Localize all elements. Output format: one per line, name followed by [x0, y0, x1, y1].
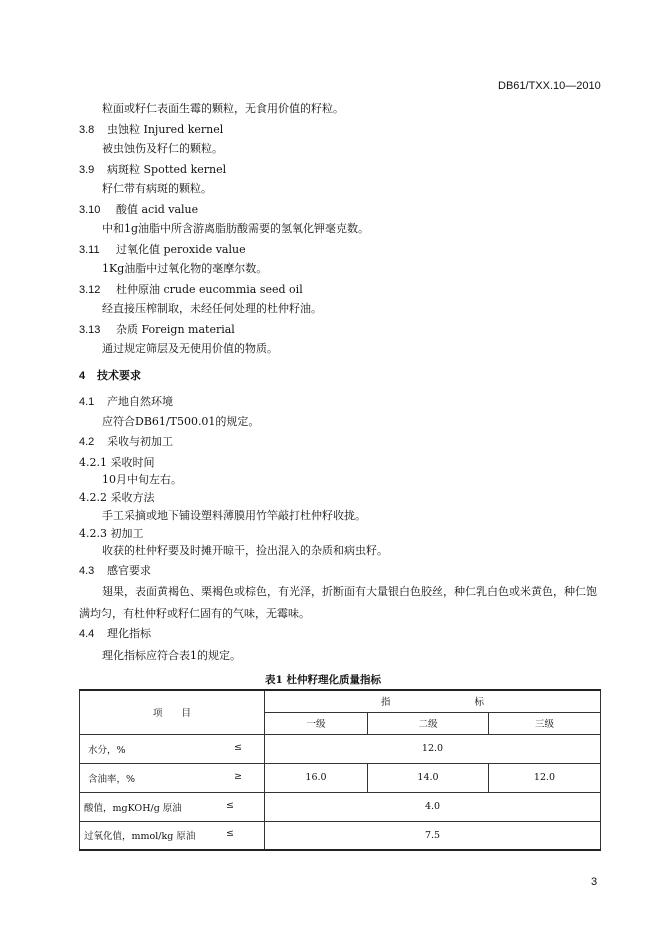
row-label: 含油率，%	[88, 773, 136, 785]
row-operator: ≥	[234, 770, 242, 782]
section-title: 过氧化值 peroxide value	[116, 243, 246, 256]
definition-text: 籽仁带有病斑的颗粒。	[102, 182, 212, 195]
table-header-item: 项 目	[80, 690, 265, 734]
section-title: 杂质 Foreign material	[116, 323, 235, 336]
page-number: 3	[591, 876, 598, 888]
table-row	[80, 821, 601, 850]
grade-1-header: 一级	[265, 712, 368, 734]
definition-text: 粒面或籽仁表面生霉的颗粒，无食用价值的籽粒。	[102, 102, 344, 115]
quality-spec-table	[79, 689, 601, 851]
chapter-title: 技术要求	[97, 369, 141, 382]
section-number: 3.10	[79, 204, 101, 216]
definition-text: 1Kg油脂中过氧化物的毫摩尔数。	[102, 262, 268, 275]
subsection-heading: 4.2.3 初加工	[79, 527, 144, 540]
row-operator: ≤	[234, 741, 242, 753]
row-operator: ≤	[226, 799, 234, 811]
grade-3-header: 三级	[489, 712, 601, 734]
chapter-number: 4	[79, 370, 86, 382]
grade-2-header: 二级	[368, 712, 489, 734]
section-title: 感官要求	[107, 564, 151, 577]
section-number: 4.4	[79, 628, 95, 640]
table-header-index-a: 指	[380, 697, 391, 709]
section-title: 杜仲原油 crude eucommia seed oil	[116, 283, 303, 296]
row-label: 酸值，mgKOH/g 原油	[84, 802, 182, 814]
row-value-grade-1: 16.0	[265, 763, 368, 792]
section-number: 4.2	[79, 436, 95, 448]
section-number: 4.3	[79, 565, 95, 577]
definition-text: 被虫蚀伤及籽仁的颗粒。	[102, 142, 223, 155]
section-title: 酸值 acid value	[116, 203, 199, 216]
body-text: 收获的杜仲籽要及时摊开晾干，捡出混入的杂质和病虫籽。	[102, 544, 388, 557]
section-title: 采收与初加工	[107, 435, 173, 448]
row-value: 4.0	[265, 792, 601, 821]
row-operator: ≤	[226, 828, 234, 840]
section-title: 病斑粒 Spotted kernel	[107, 163, 227, 176]
section-number: 3.11	[79, 244, 100, 256]
doc-code: DB61/TXX.10—2010	[498, 80, 601, 92]
table-row	[80, 792, 601, 821]
row-value: 12.0	[265, 734, 601, 763]
body-text: 理化指标应符合表1的规定。	[102, 649, 241, 662]
section-number: 3.13	[79, 324, 101, 336]
section-title: 虫蚀粒 Injured kernel	[107, 123, 224, 136]
section-number: 3.9	[79, 164, 95, 176]
table-caption: 表1 杜仲籽理化质量指标	[265, 674, 381, 686]
section-number: 3.8	[79, 124, 95, 136]
body-text: 手工采摘或地下铺设塑料薄膜用竹竿敲打杜仲籽收拢。	[102, 509, 366, 522]
definition-text: 中和1g油脂中所含游离脂肪酸需要的氢氧化钾毫克数。	[102, 222, 370, 235]
body-text: 应符合DB61/T500.01的规定。	[102, 415, 260, 428]
row-label: 过氧化值，mmol/kg 原油	[84, 831, 196, 843]
section-number: 3.12	[79, 284, 101, 296]
table-row	[80, 734, 601, 763]
section-number: 4.1	[79, 396, 95, 408]
section-title: 产地自然环境	[107, 395, 173, 408]
table-header-index-b: 标	[474, 697, 485, 709]
subsection-heading: 4.2.1 采收时间	[79, 456, 155, 469]
row-value: 7.5	[265, 821, 601, 850]
definition-text: 通过规定筛层及无使用价值的物质。	[102, 342, 278, 355]
section-title: 理化指标	[107, 627, 151, 640]
row-value-grade-2: 14.0	[368, 763, 489, 792]
subsection-heading: 4.2.2 采收方法	[79, 491, 155, 504]
body-text: 10月中旬左右。	[102, 473, 182, 486]
sensory-paragraph: 翅果，表面黄褐色、栗褐色或棕色，有光泽，折断面有大量银白色胶丝，种仁乳白色或米黄色，种仁饱满均匀，有杜仲籽或籽仁固有的气味，无霉味。	[79, 585, 597, 620]
row-value-grade-3: 12.0	[489, 763, 601, 792]
table-row	[80, 763, 601, 792]
definition-text: 经直接压榨制取，未经任何处理的杜仲籽油。	[102, 302, 322, 315]
table-header-index	[265, 690, 601, 712]
row-label: 水分，%	[88, 744, 126, 756]
